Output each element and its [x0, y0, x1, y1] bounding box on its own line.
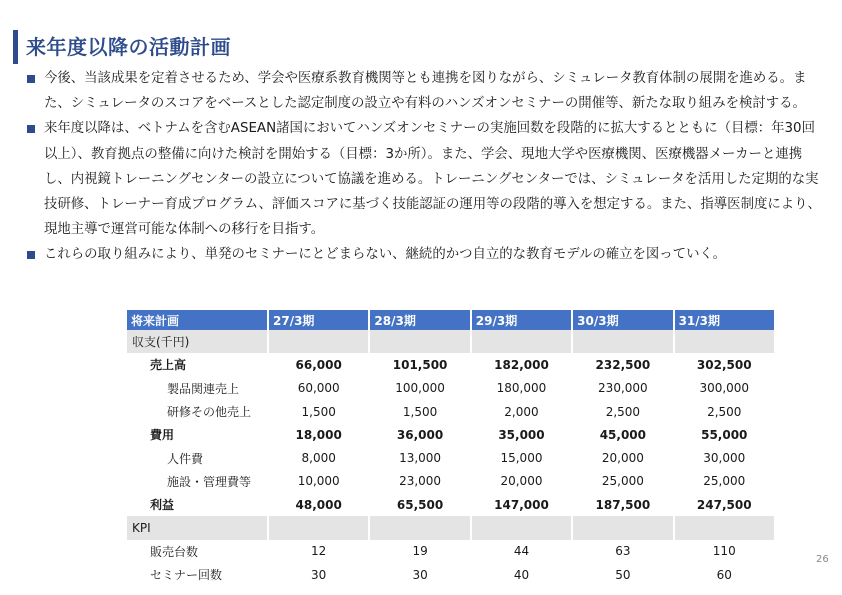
row-label: 売上高 — [150, 358, 187, 373]
bullet-item — [26, 66, 822, 116]
bullet-item — [26, 242, 822, 267]
table-cell: 30 — [311, 567, 327, 582]
table-row — [127, 353, 775, 376]
table-cell: 180,000 — [496, 381, 547, 396]
column-header: 28/3期 — [369, 310, 470, 330]
column-header: 将来計画 — [127, 310, 268, 330]
table-cell: 12 — [311, 544, 327, 559]
table-cell: 147,000 — [494, 497, 549, 512]
bullet-square-icon — [27, 251, 35, 259]
table-cell: 182,000 — [494, 357, 549, 372]
table-cell: 101,500 — [392, 357, 448, 372]
table-cell: 187,500 — [595, 497, 651, 512]
table-section-row — [127, 330, 775, 353]
table-cell: 40 — [513, 567, 530, 582]
bullet-square-icon — [27, 75, 35, 83]
plan-table — [127, 310, 776, 586]
table-cell — [369, 330, 470, 353]
table-body — [127, 330, 775, 586]
table-cell — [268, 516, 369, 539]
row-label: 収支(千円) — [127, 330, 268, 353]
table-cell: 18,000 — [295, 427, 342, 442]
row-label: 研修その他売上 — [167, 405, 252, 420]
table-row — [127, 400, 775, 423]
table-cell: 60 — [716, 567, 732, 582]
table-cell: 63 — [615, 544, 631, 559]
table-cell: 25,000 — [703, 474, 746, 489]
table-cell: 48,000 — [295, 497, 342, 512]
row-label: KPI — [127, 516, 268, 539]
table-cell: 15,000 — [500, 451, 543, 466]
table-row — [127, 470, 775, 493]
row-label: 人件費 — [167, 451, 204, 466]
table-cell: 66,000 — [295, 357, 342, 372]
table-cell: 23,000 — [399, 474, 442, 489]
table-cell: 30 — [412, 567, 428, 582]
table-cell: 232,500 — [595, 357, 651, 372]
table-row — [127, 563, 775, 586]
table-row — [127, 540, 775, 563]
table-row — [127, 446, 775, 469]
table-cell: 302,500 — [696, 357, 752, 372]
column-header: 30/3期 — [572, 310, 673, 330]
table-cell: 2,500 — [707, 404, 742, 419]
bullet-text: 来年度以降は、ベトナムを含むASEAN諸国においてハンズオンセミナーの実施回数を段階的に拡大するとともに（目標：年30回以上）、教育拠点の整備に向けた検討を開始する（目標：3か所）。また、学会、現地大学や医療機関、医療機器メーカーと連携し、内視鏡トレーニングセンターの設立について協議を進める。トレーニングセンターでは、シミュレータを活用した定期的な実技研修、トレーナー育成プログラム、評価スコアに基づく技能認証の運用等の段階的導入を想定する。また、指導医制度により、現地主導で運営可能な体制への移行を目指す。 — [44, 121, 821, 238]
row-label: 利益 — [150, 498, 175, 513]
page-number: 26 — [816, 554, 829, 565]
table-cell: 230,000 — [598, 381, 648, 396]
table-cell: 1,500 — [301, 404, 336, 419]
column-header: 31/3期 — [674, 310, 775, 330]
bullet-square-icon — [27, 125, 35, 133]
table-row — [127, 493, 775, 516]
table-cell: 1,500 — [402, 404, 438, 419]
table-section-row — [127, 516, 775, 539]
table-cell: 30,000 — [703, 451, 746, 466]
table-cell: 247,500 — [696, 497, 752, 512]
table-cell — [369, 516, 470, 539]
row-label: 費用 — [150, 428, 175, 443]
row-label: 製品関連売上 — [167, 381, 240, 396]
table-cell: 20,000 — [601, 451, 644, 466]
table-cell — [268, 330, 369, 353]
table-cell — [674, 516, 775, 539]
table-cell: 60,000 — [297, 381, 340, 396]
table-cell: 25,000 — [601, 474, 644, 489]
table-cell — [674, 330, 775, 353]
table-cell: 110 — [712, 544, 736, 559]
page-title: 来年度以降の活動計画 — [26, 35, 231, 59]
table-cell: 10,000 — [297, 474, 340, 489]
table-cell: 55,000 — [701, 427, 748, 442]
table-cell: 8,000 — [301, 451, 336, 466]
table-cell: 35,000 — [498, 427, 545, 442]
table-cell: 65,500 — [396, 497, 444, 512]
table-cell: 13,000 — [399, 451, 442, 466]
column-header: 29/3期 — [471, 310, 572, 330]
title-accent-bar — [13, 30, 18, 64]
table-cell: 20,000 — [500, 474, 543, 489]
table-cell: 45,000 — [599, 427, 647, 442]
bullet-item — [26, 116, 822, 242]
table-cell — [572, 516, 673, 539]
row-label: 販売台数 — [150, 544, 199, 559]
table-row — [127, 423, 775, 446]
bullet-list — [26, 66, 822, 268]
table-header-row — [127, 310, 775, 330]
table-cell: 44 — [513, 544, 530, 559]
table-row — [127, 377, 775, 400]
row-label: セミナー回数 — [150, 568, 223, 583]
bullet-text: 今後、当該成果を定着させるため、学会や医療系教育機関等とも連携を図りながら、シミュレータ教育体制の展開を進める。また、シミュレータのスコアをベースとした認定制度の設立や有料のハンズオンセミナーの開催等、新たな取り組みを検討する。 — [44, 71, 807, 112]
bullet-text: これらの取り組みにより、単発のセミナーにとどまらない、継続的かつ自立的な教育モデルの確立を図っていく。 — [44, 247, 726, 263]
table-cell: 300,000 — [699, 381, 750, 396]
table-cell: 100,000 — [395, 381, 445, 396]
table-cell: 36,000 — [396, 427, 444, 442]
column-header: 27/3期 — [268, 310, 369, 330]
row-label: 施設・管理費等 — [167, 474, 252, 489]
table-cell — [572, 330, 673, 353]
table-cell: 2,000 — [504, 404, 539, 419]
table-cell: 19 — [412, 544, 428, 559]
table-cell — [471, 330, 572, 353]
table-cell: 50 — [615, 567, 631, 582]
table-cell: 2,500 — [605, 404, 641, 419]
table-cell — [471, 516, 572, 539]
